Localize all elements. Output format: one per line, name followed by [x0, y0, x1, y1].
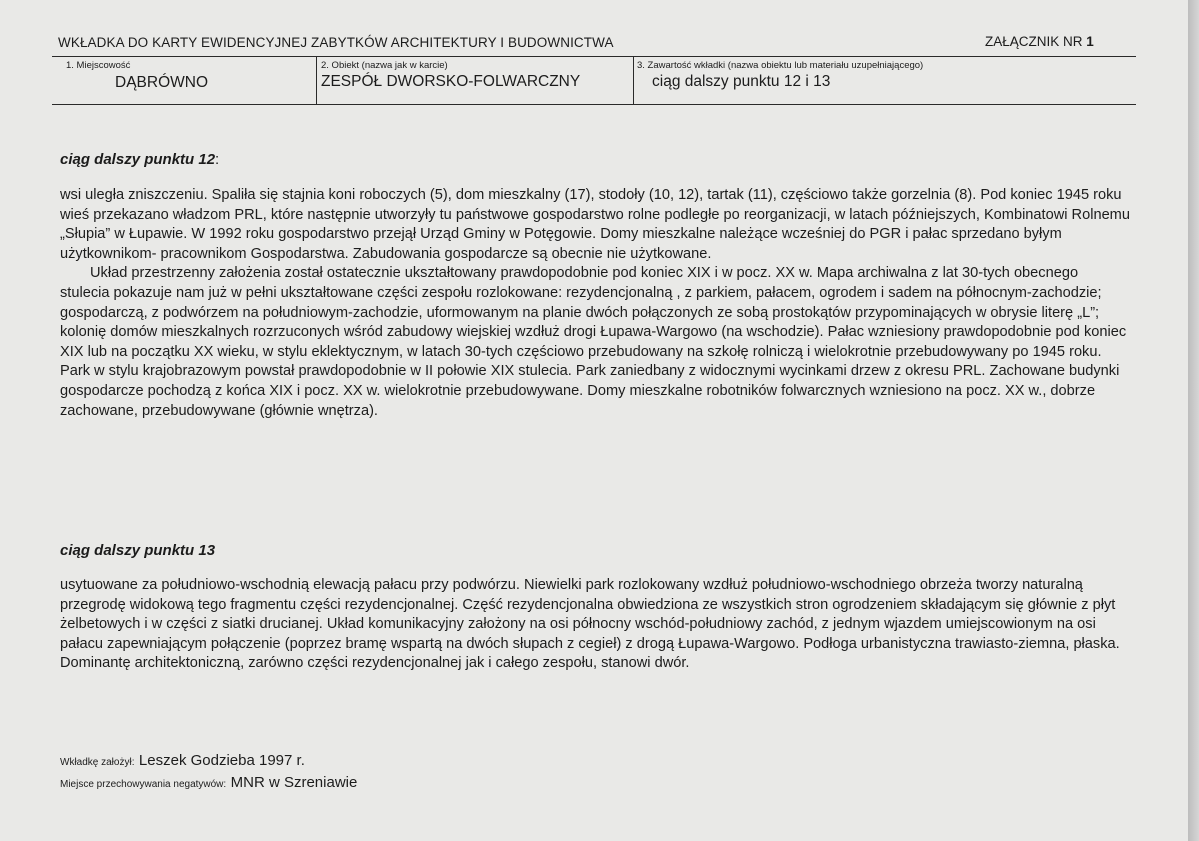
header-rule-bottom — [52, 104, 1136, 105]
section-12-paragraph-2: Układ przestrzenny założenia został ostatecznie ukształtowany prawdopodobnie pod koniec XIX i w pocz. XX w. Mapa archiwalna z lat 30-tych obecnego stulecia pokazuje nam już w pełni ukształtowane części zespołu rozlokowane: rezydencjonalną , z parkiem, pałacem, ogrodem i sadem na północnym-zachodzie; gospodarczą, z podwórzem na południowym-zachodzie, uformowanym na planie dwóch połączonych ze sobą prostokątów przypominających w obrysie literę „L”; kolonię domów mieszkalnych rozrzuconych wśród zabudowy wiejskiej wzdłuż drogi Łupawa-Wargowo (na wschodzie). Pałac wzniesiony prawdopodobnie pod koniec XIX lub na początku XX wieku, w stylu eklektycznym, w latach 30-tych częściowo przebudowany na szkołę rolniczą i wielokrotnie przebudowywany po 1945 roku. Park w stylu krajobrazowym powstał prawdopodobnie w II połowie XIX stulecia. Park zaniedbany z widocznymi wycinkami drzew z okresu PRL. Zachowane budynki gospodarcze pochodzą z końca XIX i pocz. XX w. wielokrotnie przebudowywane. Domy mieszkalne robotników folwarcznych wzniesiono na pocz. XX w., dobrze zachowane, przebudowywane (głównie wnętrza). — [60, 265, 1127, 419]
section-12-body — [60, 186, 1130, 421]
section-13-title: ciąg dalszy punktu 13 — [60, 542, 216, 559]
section-12-title-colon: : — [215, 151, 220, 168]
storage-value: MNR w Szreniawie — [230, 774, 358, 791]
section-13-body — [60, 576, 1130, 674]
content-field-label: 3. Zawartość wkładki (nazwa obiektu lub materiału uzupełniającego) — [637, 60, 924, 71]
content-field-value: ciąg dalszy punktu 12 i 13 — [652, 73, 831, 90]
annex-label — [985, 34, 1094, 49]
storage-line — [60, 774, 357, 792]
section-12-title — [60, 151, 219, 168]
storage-label: Miejsce przechowywania negatywów: — [60, 779, 227, 790]
place-field-label: 1. Miejscowość — [66, 60, 131, 71]
section-12-paragraph-1: wsi uległa zniszczeniu. Spaliła się stajnia koni roboczych (5), dom mieszkalny (17), stodoły (10, 12), tartak (11), częściowo także gorzelnia (8). Pod koniec 1945 roku wieś przekazano władzom PRL, które następnie utworzyły tu państwowe gospodarstwo rolne podległe po reorganizacji, w latach późniejszych, Kombinatowi Rolnemu „Słupia” w Łupawie. W 1992 roku gospodarstwo przejął Urząd Gminy w Potęgowie. Domy mieszkalne należące wcześniej do PGR i pałac sprzedano byłym użytkownikom- pracownikom Gospodarstwa. Zabudowania gospodarcze są obecnie nie użytkowane. — [60, 187, 1130, 262]
annex-number: 1 — [1086, 34, 1094, 49]
author-value: Leszek Godzieba 1997 r. — [138, 752, 305, 769]
header-rule-top — [52, 56, 1136, 57]
section-13-paragraph-1: usytuowane za południowo-wschodnią elewacją pałacu przy podwórzu. Niewielki park rozlokowany wzdłuż południowo-wschodniego obrzeża tworzy naturalną przegrodę widokową tego fragmentu części rezydencjonalnej. Część rezydencjonalna obwiedziona ze wszystkich stron ogrodzeniem składającym się głównie z płyt żelbetowych i w części z siatki drucianej. Układ komunikacyjny założony na osi północny wschód-południowy zachód, z jednym wjazdem umiejscowionym na osi pałacu zapewniającym połączenie (poprzez bramę wspartą na dwóch słupach z cegieł) z drogą Łupawa-Wargowo. Podłoga urbanistyczna trawiasto-ziemna, płaska. Dominantę architektoniczną, zarówno części rezydencjonalnej jak i całego zespołu, stanowi dwór. — [60, 577, 1120, 672]
form-header-title: WKŁADKA DO KARTY EWIDENCYJNEJ ZABYTKÓW ARCHITEKTURY I BUDOWNICTWA — [58, 35, 614, 50]
author-label: Wkładkę założył: — [60, 757, 135, 768]
place-field-value: DĄBRÓWNO — [115, 74, 208, 91]
author-line — [60, 752, 305, 770]
field-divider-1 — [316, 57, 317, 104]
object-field-value: ZESPÓŁ DWORSKO-FOLWARCZNY — [321, 73, 581, 90]
field-divider-2 — [633, 57, 634, 104]
section-12-title-text: ciąg dalszy punktu 12 — [60, 151, 216, 168]
object-field-label: 2. Obiekt (nazwa jak w karcie) — [321, 60, 448, 71]
annex-label-text: ZAŁĄCZNIK NR — [985, 34, 1083, 49]
page-edge — [1188, 0, 1199, 841]
